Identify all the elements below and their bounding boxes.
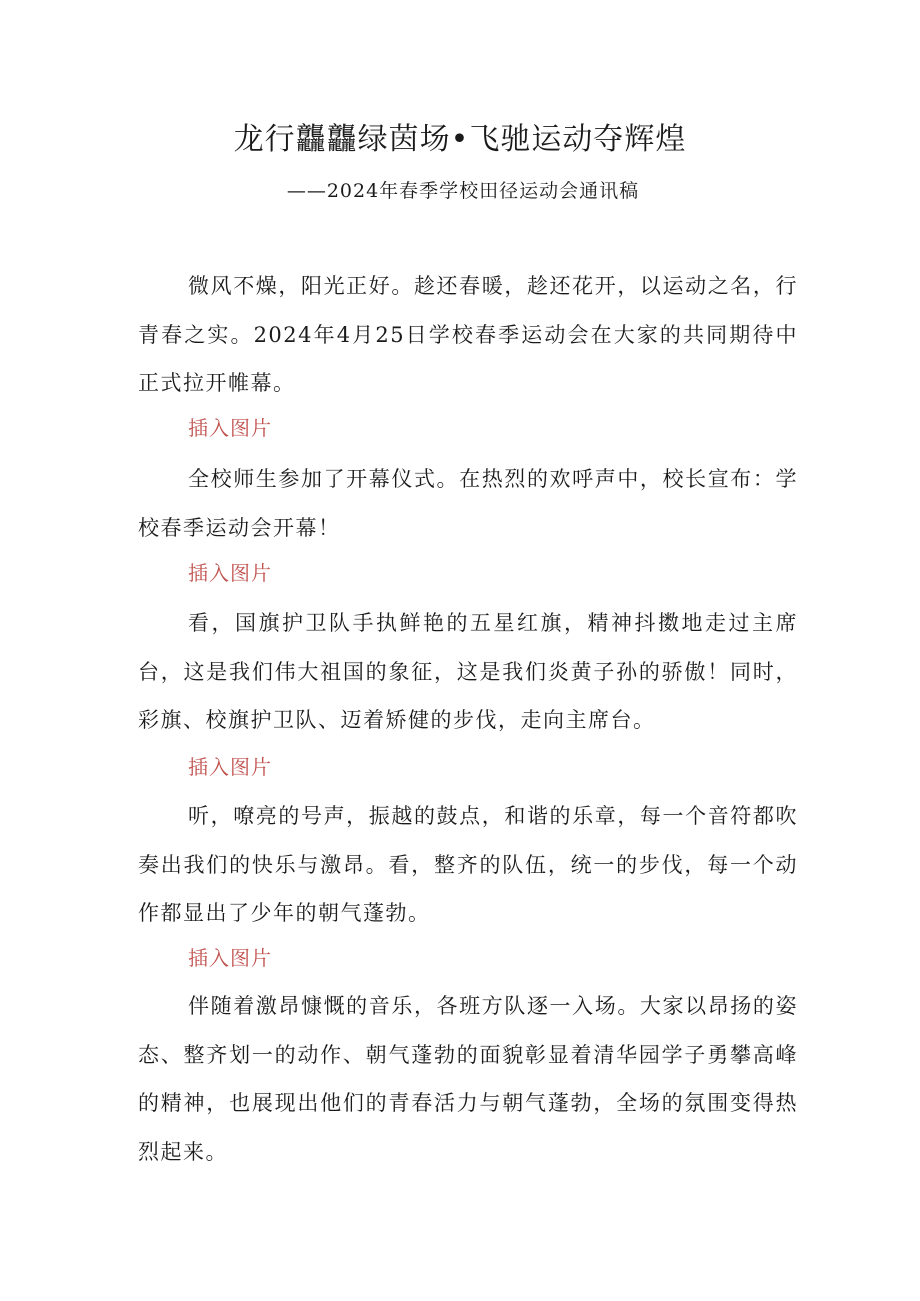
- paragraph-class-parade: 伴随着激昂慷慨的音乐，各班方队逐一入场。大家以昂扬的姿态、整齐划一的动作、朝气蓬勃的面貌彰显着清华园学子勇攀高峰的精神，也展现出他们的青春活力与朝气蓬勃，全场的氛围变得热烈起来。: [138, 994, 798, 1164]
- image-placeholder-2: 插入图片: [188, 561, 272, 585]
- image-placeholder-1: 插入图片: [188, 416, 272, 440]
- paragraph-opening-ceremony: 全校师生参加了开幕仪式。在热烈的欢呼声中，校长宣布：学校春季运动会开幕！: [138, 467, 798, 540]
- paragraph-opening: 微风不燥，阳光正好。趁还春暖，趁还花开，以运动之名，行青春之实。2024年4月25日学校春季运动会在大家的共同期待中正式拉开帷幕。: [138, 274, 798, 395]
- paragraph-flag-guard: 看，国旗护卫队手执鲜艳的五星红旗，精神抖擞地走过主席台，这是我们伟大祖国的象征，这是我们炎黄子孙的骄傲！同时，彩旗、校旗护卫队、迈着矫健的步伐，走向主席台。: [138, 611, 798, 732]
- document-subtitle: ——2024年春季学校田径运动会通讯稿: [286, 180, 640, 202]
- image-placeholder-3: 插入图片: [188, 755, 272, 779]
- document-title: 龙行龘龘绿茵场•飞驰运动夺辉煌: [233, 122, 687, 157]
- image-placeholder-4: 插入图片: [188, 946, 272, 970]
- paragraph-band: 听，嘹亮的号声，振越的鼓点，和谐的乐章，每一个音符都吹奏出我们的快乐与激昂。看，整齐的队伍，统一的步伐，每一个动作都显出了少年的朝气蓬勃。: [138, 804, 798, 925]
